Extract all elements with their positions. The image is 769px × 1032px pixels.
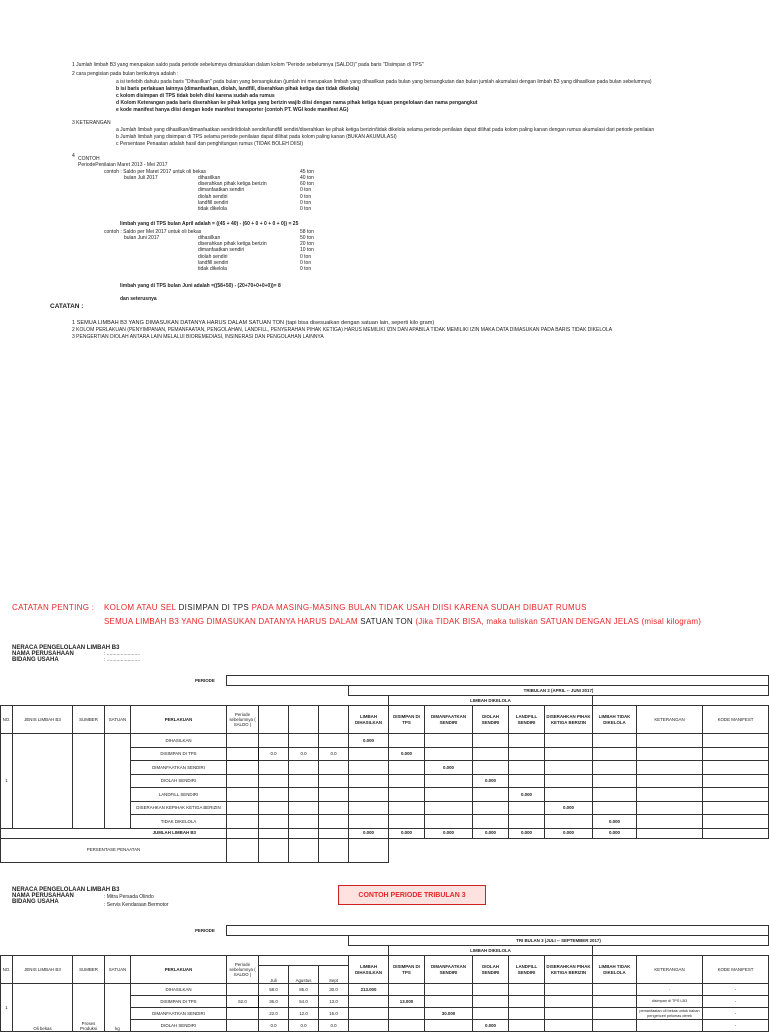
value-cell	[389, 815, 425, 829]
col-sumber: SUMBER	[73, 706, 105, 734]
kode-cell[interactable]	[703, 801, 769, 815]
value-cell	[593, 801, 637, 815]
perlakuan-label: DIHASILKAN	[131, 984, 227, 996]
example-row-label: landfill sendiri	[198, 199, 229, 206]
row-jenis[interactable]: Oli bekas	[13, 984, 73, 1032]
example-2-month: bulan Juni 2017	[124, 235, 160, 241]
col-satuan: SATUAN	[105, 706, 131, 734]
keterangan-cell[interactable]: disimpan di TPS LB3	[637, 996, 703, 1008]
catatan-3: 3 PENGERTIAN DIOLAH ANTARA LAIN MELALUI BIOREMEDIASI, INSINERASI DAN PENGOLAHAN LAINNYA	[72, 334, 324, 340]
col-saldo: Periode sebelumnya ( SALDO )	[227, 706, 259, 734]
col-tidak-dikelola: LIMBAH TIDAK DIKELOLA	[593, 706, 637, 734]
month-cell[interactable]	[289, 761, 319, 775]
keterangan-cell[interactable]	[637, 774, 703, 788]
value-cell	[545, 815, 593, 829]
col-perlakuan: PERLAKUAN	[131, 706, 227, 734]
example-1-month: bulan Juli 2017	[124, 175, 158, 181]
month-cell[interactable]	[319, 815, 349, 829]
example-row-value: 20 ton	[300, 241, 314, 248]
example-row-value: 0 ton	[300, 206, 312, 212]
row-satuan[interactable]	[105, 734, 131, 829]
form2-periode-row: PERIODE	[227, 926, 769, 936]
value-cell	[473, 734, 509, 748]
value-cell	[473, 1008, 509, 1020]
col2-diolah: DIOLAH SENDIRI	[473, 956, 509, 984]
value-cell	[425, 1020, 473, 1032]
example-1-result: limbah yang di TPS bulan April adalah = ((45 + 40) - (60 + 0 + 0 + 0 + 0)) = 25	[120, 221, 299, 227]
perlakuan-label: DIOLAH SENDIRI	[131, 774, 227, 788]
form1-bidang-label: BIDANG USAHA	[12, 657, 59, 663]
month-cell[interactable]: 54.0	[289, 996, 319, 1008]
value-cell	[389, 788, 425, 802]
perlakuan-label: DIMANFAATKAN SENDIRI	[131, 1008, 227, 1020]
month-cell[interactable]	[319, 801, 349, 815]
value-cell	[425, 734, 473, 748]
value-cell	[349, 996, 389, 1008]
perlakuan-label: LANDFILL SENDIRI	[131, 788, 227, 802]
saldo-cell[interactable]	[227, 1008, 259, 1020]
value-cell	[545, 774, 593, 788]
value-cell	[389, 1020, 425, 1032]
value-cell: 213.000	[349, 984, 389, 996]
keterangan-cell[interactable]: -	[637, 984, 703, 996]
month-cell[interactable]	[259, 761, 289, 775]
month-cell[interactable]	[289, 774, 319, 788]
value-cell: 13.000	[389, 996, 425, 1008]
value-cell: 0.000	[473, 1020, 509, 1032]
note-3: 3 KETERANGAN	[72, 120, 111, 126]
table-row	[1, 734, 769, 748]
keterangan-cell[interactable]	[637, 801, 703, 815]
value-cell	[509, 1020, 545, 1032]
perlakuan-label: DISIMPAN DI TPS	[131, 747, 227, 761]
value-cell	[473, 984, 509, 996]
note-3a: a Jumlah limbah yang dihasilkan/dimanfaatkan sendiri/diolah sendiri/landfill sendiri/diserahkan ke pihak ketiga berizin/tidak dikelola selama periode penilaian dapat dilihat pada kolom paling kanan dengan rumus akumulasi dari periode penilaian	[116, 127, 655, 133]
month-cell[interactable]	[259, 801, 289, 815]
col2-tidak-dikelola: LIMBAH TIDAK DIKELOLA	[593, 956, 637, 984]
kode-cell[interactable]	[703, 788, 769, 802]
perlakuan-label: DIMANFAATKAN SENDIRI	[131, 761, 227, 775]
value-cell	[545, 984, 593, 996]
month-cell[interactable]	[319, 774, 349, 788]
important-label: CATATAN PENTING :	[12, 603, 95, 612]
row-jenis[interactable]	[13, 734, 73, 829]
value-cell: 30.000	[425, 1008, 473, 1020]
kode-cell[interactable]: -	[703, 1020, 769, 1032]
value-cell	[389, 801, 425, 815]
month-cell[interactable]	[259, 788, 289, 802]
month-cell[interactable]: 13.0	[319, 996, 349, 1008]
important-line-2: SEMUA LIMBAH B3 YANG DIMASUKAN DATANYA HARUS DALAM SATUAN TON (Jika TIDAK BISA, maka tuliskan SATUAN DENGAN JELAS (misal kilogram)	[104, 617, 702, 626]
month-cell[interactable]	[289, 734, 319, 748]
month-cell[interactable]: 0.0	[319, 747, 349, 761]
example-1-head: contoh : Saldo per Maret 2017 untuk oli bekas	[104, 169, 207, 175]
col-jenis: JENIS LIMBAH B3	[13, 706, 73, 734]
value-cell	[545, 996, 593, 1008]
value-cell	[473, 747, 509, 761]
value-cell	[389, 734, 425, 748]
month-cell[interactable]: 0.0	[289, 1020, 319, 1032]
example-2-saldo: 58 ton	[300, 229, 314, 235]
form2-table	[0, 925, 769, 1032]
value-cell	[509, 761, 545, 775]
month-cell[interactable]: 30.0	[319, 984, 349, 996]
example-row-value: 0 ton	[300, 187, 312, 194]
month-cell[interactable]: 58.0	[259, 984, 289, 996]
form2-title: NERACA PENGELOLAAN LIMBAH B3	[12, 887, 120, 893]
example-row-label: diolah sendiri	[198, 253, 228, 260]
col2-kode: KODE MANIFEST	[703, 956, 769, 984]
example-row-label: dimanfaatkan sendiri	[198, 247, 245, 254]
value-cell	[389, 774, 425, 788]
form1-persentase: PERSENTASE PENAATAN	[1, 838, 227, 862]
value-cell	[425, 815, 473, 829]
note-4: 4	[72, 153, 75, 159]
catatan-1: 1 SEMUA LIMBAH B3 YANG DIMASUKAN DATANYA HARUS DALAM SATUAN TON (tapi bisa disesuaikan dengan satuan lain, seperti kilo gram)	[72, 320, 435, 326]
note-2c: c kolom disimpan di TPS tidak boleh diisi karena sudah ada rumus	[116, 93, 275, 99]
month-sept: Sept	[319, 966, 349, 984]
keterangan-cell[interactable]	[637, 761, 703, 775]
contoh-tribulan-box: CONTOH PERIODE TRIBULAN 3	[338, 885, 486, 905]
value-cell	[509, 747, 545, 761]
form1-nama-value[interactable]: : ........................	[104, 651, 141, 657]
keterangan-cell[interactable]	[637, 815, 703, 829]
perlakuan-label: TIDAK DIKELOLA	[131, 815, 227, 829]
kode-cell[interactable]	[703, 734, 769, 748]
example-row-label: dihasilkan	[198, 175, 221, 181]
perlakuan-label: DISERAHKAN KEPIHAK KETIGA BERIZIN	[131, 801, 227, 815]
value-cell	[389, 761, 425, 775]
perlakuan-label: DIHASILKAN	[131, 734, 227, 748]
saldo-cell[interactable]	[227, 788, 259, 802]
value-cell	[509, 1008, 545, 1020]
form2-nama-value[interactable]: : Mitra Persada Olindo	[104, 894, 154, 900]
saldo-cell[interactable]	[227, 774, 259, 788]
value-cell	[593, 774, 637, 788]
form1-tribulan: TRIBULAN 2 (APRIL -- JUNI 2017)	[349, 686, 769, 696]
example-row-value: 0 ton	[300, 253, 312, 260]
example-row-value: 0 ton	[300, 266, 312, 272]
kode-cell[interactable]	[703, 815, 769, 829]
example-row-value: 40 ton	[300, 175, 314, 181]
col-landfill: LANDFILL SENDIRI	[509, 706, 545, 734]
row-no: 1	[1, 984, 13, 1032]
value-cell	[593, 788, 637, 802]
value-cell	[349, 801, 389, 815]
value-cell	[425, 788, 473, 802]
kode-cell[interactable]: -	[703, 996, 769, 1008]
note-2: 2 cara pengisian pada bulan berikutnya adalah :	[72, 71, 179, 77]
form1-jumlah-3: 0.000	[473, 828, 509, 838]
month-cell[interactable]: 22.0	[259, 1008, 289, 1020]
example-2-head: contoh : Saldo per Mei 2017 untuk oli bekas	[104, 229, 202, 235]
col2-diserahkan: DISERAHKAN PIHAK KETIGA BERIZIN	[545, 956, 593, 984]
value-cell	[593, 747, 637, 761]
important-line-1: KOLOM ATAU SEL DISIMPAN DI TPS PADA MASING-MASING BULAN TIDAK USAH DIISI KARENA SUDAH DIBUAT RUMUS	[104, 603, 587, 612]
value-cell	[509, 996, 545, 1008]
value-cell	[425, 747, 473, 761]
example-row-value: 10 ton	[300, 247, 314, 254]
value-cell	[349, 761, 389, 775]
month-cell[interactable]: 0.0	[319, 1020, 349, 1032]
value-cell: 0.000	[593, 815, 637, 829]
row-sumber[interactable]: Proses Produksi	[73, 984, 105, 1032]
example-row-value: 0 ton	[300, 193, 312, 200]
month-cell[interactable]	[259, 774, 289, 788]
month-juli: Juli	[259, 966, 289, 984]
value-cell	[389, 1008, 425, 1020]
value-cell	[593, 1008, 637, 1020]
value-cell	[473, 761, 509, 775]
saldo-cell[interactable]	[227, 801, 259, 815]
saldo-cell[interactable]: 62.0	[227, 996, 259, 1008]
example-row-label: diserahkan pihak ketiga berizin	[198, 181, 267, 188]
perlakuan-label: DIOLAH SENDIRI	[131, 1020, 227, 1032]
value-cell: 0.000	[425, 761, 473, 775]
catatan-title: CATATAN :	[50, 303, 84, 310]
form1-jumlah-1: 0.000	[389, 828, 425, 838]
note-2d: d Kolom Keterangan pada baris diserahkan ke pihak ketiga yang berizin wajib diisi dengan nama pihak ketiga tujuan pengelolaan dan nama pengangkut	[116, 100, 478, 106]
value-cell	[545, 734, 593, 748]
value-cell	[349, 1020, 389, 1032]
value-cell	[425, 996, 473, 1008]
saldo-cell[interactable]	[227, 761, 259, 775]
note-2b: b isi baris perlakuan lainnya (dimanfaatkan, diolah, landfill, diserahkan pihak ketiga dan tidak dikelola)	[116, 86, 360, 92]
value-cell	[593, 761, 637, 775]
example-row-label: dimanfaatkan sendiri	[198, 187, 245, 194]
periode-penilaian: PeriodePenilaian Maret 2013 - Mei 2017	[78, 162, 168, 168]
row-no: 1	[1, 734, 13, 829]
col-dihasilkan: LIMBAH DIHASILKAN	[349, 706, 389, 734]
value-cell	[509, 734, 545, 748]
seterusnya: dan seterusnya	[120, 296, 157, 302]
example-row-label: dihasilkan	[198, 235, 221, 241]
col-keterangan: KETERANGAN	[637, 706, 703, 734]
keterangan-cell[interactable]	[637, 788, 703, 802]
saldo-cell[interactable]	[227, 984, 259, 996]
form1-table	[0, 675, 769, 863]
keterangan-cell[interactable]	[637, 747, 703, 761]
month-cell[interactable]	[289, 815, 319, 829]
table-row	[1, 984, 769, 996]
row-satuan[interactable]: kg	[105, 984, 131, 1032]
col2-no: NO.	[1, 956, 13, 984]
value-cell	[473, 815, 509, 829]
saldo-cell[interactable]	[227, 747, 259, 761]
value-cell: 0.000	[545, 801, 593, 815]
col-kode: KODE MANIFEST	[703, 706, 769, 734]
month-cell[interactable]: 12.0	[289, 1008, 319, 1020]
form2-tribulan: TRI BULAN 3 (JULI -- SEPTEMBER 2017)	[349, 936, 769, 946]
value-cell: 0.000	[389, 747, 425, 761]
example-row-value: 0 ton	[300, 199, 312, 206]
col-diserahkan: DISERAHKAN PIHAK KETIGA BERIZIN	[545, 706, 593, 734]
note-1: 1 Jumlah limbah B3 yang merupakan saldo pada periode sebelumnya dimasukkan dalam kolom "Periode sebelumnya (SALDO)" pada baris "Disimpan di TPS"	[72, 62, 424, 68]
value-cell	[389, 984, 425, 996]
example-2-result: limbah yang di TPS bulan Juni adalah =((58+50) - (20+70+0+0+0))= 8	[120, 283, 281, 289]
value-cell	[593, 1020, 637, 1032]
kode-cell[interactable]: -	[703, 984, 769, 996]
col2-saldo: Periode sebelumnya ( SALDO )	[227, 956, 259, 984]
col2-dihasilkan: LIMBAH DIHASILKAN	[349, 956, 389, 984]
catatan-2: 2 KOLOM PERLAKUAN (PENYIMPANAN, PEMANFAATAN, PENGOLAHAN, LANDFILL, PENYERAHAN PIHAK KETIGA) HARUS MEMILIKI IZIN DAN APABILA TIDAK MEMILIKI IZIN MAKA DATA DIMASUKAN PADA BARIS TIDAK DIKELOLA	[72, 327, 613, 333]
value-cell	[509, 801, 545, 815]
form2-limbah-dikelola: LIMBAH DIKELOLA	[389, 946, 593, 956]
value-cell	[349, 1008, 389, 1020]
note-2e: e kode manifest hanya diisi dengan kode manifest transporter (contoh PT. WGI kode manifest AG)	[116, 107, 349, 113]
perlakuan-label: DISIMPAN DI TPS	[131, 996, 227, 1008]
month-cell[interactable]	[259, 734, 289, 748]
col2-satuan: SATUAN	[105, 956, 131, 984]
col2-jenis: JENIS LIMBAH B3	[13, 956, 73, 984]
value-cell	[473, 996, 509, 1008]
month-cell[interactable]: 16.0	[319, 1008, 349, 1020]
form2-bidang-value[interactable]: : Servis Kendaraan Bermotor	[104, 902, 169, 908]
keterangan-cell[interactable]: pemanfaatan oli bekas untuk bahan pengenceri pelumas derek	[637, 1008, 703, 1020]
form1-bidang-value[interactable]: : ........................	[104, 657, 141, 663]
kode-cell[interactable]	[703, 761, 769, 775]
month-cell[interactable]: 36.0	[259, 996, 289, 1008]
month-cell[interactable]	[259, 815, 289, 829]
value-cell: 0.000	[509, 788, 545, 802]
form2-nama-label: NAMA PERUSAHAAN	[12, 893, 74, 899]
value-cell	[509, 774, 545, 788]
form1-jumlah-6: 0.000	[593, 828, 637, 838]
value-cell: 0.000	[349, 734, 389, 748]
col-disimpan: DISIMPAN DI TPS	[389, 706, 425, 734]
keterangan-cell[interactable]	[637, 734, 703, 748]
kode-cell[interactable]	[703, 774, 769, 788]
value-cell	[349, 788, 389, 802]
contoh-label: CONTOH	[78, 156, 100, 162]
form1-jumlah-5: 0.000	[545, 828, 593, 838]
month-cell[interactable]	[289, 788, 319, 802]
month-cell[interactable]	[319, 788, 349, 802]
form1-periode-row: PERIODE	[227, 676, 769, 686]
value-cell	[509, 815, 545, 829]
note-3b: b Jumlah limbah yang disimpan di TPS selama periode penilaian dapat dilihat pada kolom paling kanan (BUKAN AKUMULASI)	[116, 134, 397, 140]
form1-jumlah-0: 0.000	[349, 828, 389, 838]
value-cell	[425, 801, 473, 815]
col2-dimanfaatkan: DIMANFAATKAN SENDIRI	[425, 956, 473, 984]
keterangan-cell[interactable]	[637, 1020, 703, 1032]
value-cell	[545, 761, 593, 775]
value-cell	[473, 788, 509, 802]
col2-disimpan: DISIMPAN DI TPS	[389, 956, 425, 984]
example-row-value: 50 ton	[300, 235, 314, 241]
form1-title: NERACA PENGELOLAAN LIMBAH B3	[12, 645, 120, 651]
example-1-saldo: 45 ton	[300, 169, 314, 175]
col-dimanfaatkan: DIMANFAATKAN SENDIRI	[425, 706, 473, 734]
value-cell	[425, 984, 473, 996]
example-row-label: diserahkan pihak ketiga berizin	[198, 241, 267, 248]
form1-jumlah-label: JUMLAH LIMBAH B3	[1, 828, 227, 838]
form2-bidang-label: BIDANG USAHA	[12, 899, 59, 905]
col2-perlakuan: PERLAKUAN	[131, 956, 227, 984]
month-cell[interactable]: 0.0	[259, 747, 289, 761]
row-sumber[interactable]	[73, 734, 105, 829]
month-cell[interactable]: 0.0	[259, 1020, 289, 1032]
form1-jumlah-4: 0.000	[509, 828, 545, 838]
example-row-value: 0 ton	[300, 259, 312, 266]
form1-limbah-dikelola: LIMBAH DIKELOLA	[389, 696, 593, 706]
value-cell	[593, 734, 637, 748]
month-agustus: Agustus	[289, 966, 319, 984]
value-cell	[593, 996, 637, 1008]
example-row-value: 60 ton	[300, 181, 314, 188]
form1-nama-label: NAMA PERUSAHAAN	[12, 651, 74, 657]
example-row-label: tidak dikelola	[198, 266, 227, 272]
month-cell[interactable]	[289, 801, 319, 815]
value-cell	[349, 747, 389, 761]
col-no: NO.	[1, 706, 13, 734]
value-cell	[545, 1008, 593, 1020]
col-diolah: DIOLAH SENDIRI	[473, 706, 509, 734]
example-row-label: landfill sendiri	[198, 259, 229, 266]
kode-cell[interactable]: -	[703, 1008, 769, 1020]
note-2a: a isi terlebih dahulu pada baris "Dihasilkan" pada bulan yang bersangkutan (jumlah ini merupakan limbah yang dihasilkan pada bulan yang bersangkutan dan bulan jumlah akumulasi dengan limbah B3 yang dihasilkan pada bulan sebelumnya)	[116, 79, 652, 85]
month-cell[interactable]	[319, 761, 349, 775]
value-cell	[545, 1020, 593, 1032]
saldo-cell[interactable]	[227, 734, 259, 748]
value-cell	[473, 801, 509, 815]
saldo-cell[interactable]	[227, 1020, 259, 1032]
value-cell	[545, 747, 593, 761]
month-cell[interactable]: 85.0	[289, 984, 319, 996]
value-cell	[425, 774, 473, 788]
month-cell[interactable]	[319, 734, 349, 748]
col2-sumber: SUMBER	[73, 956, 105, 984]
value-cell	[593, 984, 637, 996]
form1-jumlah-2: 0.000	[425, 828, 473, 838]
value-cell	[349, 774, 389, 788]
value-cell	[545, 788, 593, 802]
example-row-label: tidak dikelola	[198, 206, 227, 212]
value-cell	[509, 984, 545, 996]
col2-keterangan: KETERANGAN	[637, 956, 703, 984]
col2-landfill: LANDFILL SENDIRI	[509, 956, 545, 984]
example-row-label: diolah sendiri	[198, 193, 228, 200]
saldo-cell[interactable]	[227, 815, 259, 829]
kode-cell[interactable]	[703, 747, 769, 761]
value-cell	[349, 815, 389, 829]
value-cell: 0.000	[473, 774, 509, 788]
note-3c: c Persentase Penaatan adalah hasil dan penghitungan rumus (TIDAK BOLEH DIISI)	[116, 141, 304, 147]
month-cell[interactable]: 0.0	[289, 747, 319, 761]
